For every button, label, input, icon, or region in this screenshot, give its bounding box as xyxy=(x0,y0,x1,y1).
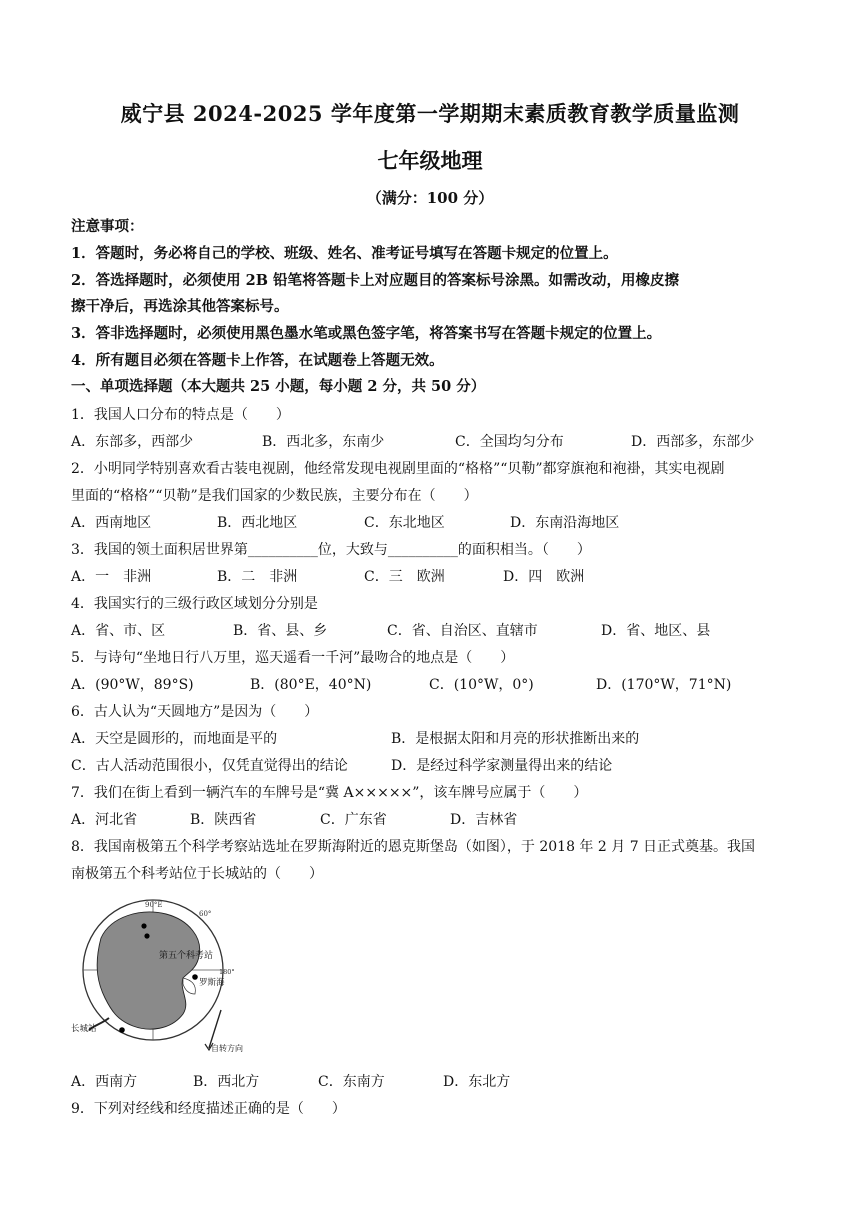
label-fifth-station: 第五个科考站 xyxy=(159,951,214,961)
option-d: D．(170°W，71°N) xyxy=(596,677,732,693)
notice-item: 4．所有题目必须在答题卡上作答，在试题卷上答题无效。 xyxy=(71,352,444,369)
option-a: A．西南方 xyxy=(71,1074,138,1090)
label-ross-sea: 罗斯海 xyxy=(199,978,225,988)
question-stem-continued: 里面的“格格”“贝勒”是我们国家的少数民族，主要分布在（ ） xyxy=(71,488,478,504)
label-great-wall-station: 长城站 xyxy=(71,1024,97,1034)
option-b: B．西北多，东南少 xyxy=(262,434,385,450)
option-d: D．是经过科学家测量得出来的结论 xyxy=(391,758,613,774)
notice-item: 3．答非选择题时，必须使用黑色墨水笔或黑色签字笔，将答案书写在答题卡规定的位置上。 xyxy=(71,325,662,342)
notice-item: 2．答选择题时，必须使用 2B 铅笔将答题卡上对应题目的答案标号涂黑。如需改动，用橡皮擦 xyxy=(71,272,680,289)
notice-heading: 注意事项： xyxy=(71,218,144,235)
label-90e: 90°E xyxy=(145,901,163,909)
option-d: D．东南沿海地区 xyxy=(510,515,620,531)
option-b: B．是根据太阳和月亮的形状推断出来的 xyxy=(391,731,640,747)
question-stem: 3．我国的领土面积居世界第__________位，大致与__________的面积相当。（ ） xyxy=(71,542,591,558)
exam-subject: 七年级地理 xyxy=(377,148,483,173)
label-60: 60° xyxy=(199,910,212,918)
option-b: B．西北方 xyxy=(193,1074,260,1090)
option-c: C．广东省 xyxy=(320,812,387,828)
option-a: A．西南地区 xyxy=(71,515,152,531)
station-dot xyxy=(141,923,146,928)
option-b: B．省、县、乡 xyxy=(233,623,328,639)
fifth-station-dot xyxy=(192,974,198,980)
exam-score: （满分：100 分） xyxy=(366,189,494,207)
question-stem: 5．与诗句“坐地日行八万里，巡天遥看一千河”最吻合的地点是（ ） xyxy=(71,650,515,666)
option-a: A．天空是圆形的，而地面是平的 xyxy=(71,731,278,747)
option-b: B．陕西省 xyxy=(190,812,257,828)
option-a: A．东部多，西部少 xyxy=(71,434,194,450)
exam-title: 威宁县 2024-2025 学年度第一学期期末素质教育教学质量监测 xyxy=(120,101,740,126)
label-180: 180° xyxy=(219,968,235,976)
question-stem: 6．古人认为“天圆地方”是因为（ ） xyxy=(71,704,319,720)
ross-sea-shape xyxy=(183,978,195,994)
rotation-arrow xyxy=(209,1010,221,1048)
question-stem: 2．小明同学特别喜欢看古装电视剧，他经常发现电视剧里面的“格格”“贝勒”都穿旗袍和袍褂，其实电视剧 xyxy=(71,461,725,477)
question-stem: 1．我国人口分布的特点是（ ） xyxy=(71,407,290,423)
question-stem: 4．我国实行的三级行政区域划分分别是 xyxy=(71,596,318,612)
option-c: C．东南方 xyxy=(318,1074,385,1090)
option-d: D．吉林省 xyxy=(450,812,518,828)
option-c: C．古人活动范围很小，仅凭直觉得出的结论 xyxy=(71,758,348,774)
option-a: A．省、市、区 xyxy=(71,623,166,639)
question-stem-continued: 南极第五个科考站位于长城站的（ ） xyxy=(71,866,323,882)
option-d: D．西部多，东部少 xyxy=(631,434,755,450)
option-a: A．一 非洲 xyxy=(71,569,152,585)
option-a: A．(90°W，89°S) xyxy=(71,677,194,693)
section-heading: 一、单项选择题（本大题共 25 小题，每小题 2 分，共 50 分） xyxy=(71,378,486,395)
question-stem: 8．我国南极第五个科学考察站选址在罗斯海附近的恩克斯堡岛（如图），于 2018 年 2 月 7 日正式奠基。我国 xyxy=(71,839,756,855)
great-wall-station-dot xyxy=(119,1027,125,1033)
option-c: C．全国均匀分布 xyxy=(455,434,564,450)
option-d: D．省、地区、县 xyxy=(601,623,711,639)
question-stem: 9．下列对经线和经度描述正确的是（ ） xyxy=(71,1101,346,1117)
option-a: A．河北省 xyxy=(71,812,138,828)
option-d: D．东北方 xyxy=(443,1074,511,1090)
option-d: D．四 欧洲 xyxy=(503,569,585,585)
label-rotation: 自转方向 xyxy=(211,1044,243,1053)
antarctica-map-svg xyxy=(71,898,251,1058)
notice-item: 擦干净后，再选涂其他答案标号。 xyxy=(71,298,289,315)
antarctica-landmass xyxy=(97,912,200,1029)
question-stem: 7．我们在街上看到一辆汽车的车牌号是“冀 A×××××”，该车牌号应属于（ ） xyxy=(71,785,588,801)
option-c: C．省、自治区、直辖市 xyxy=(387,623,538,639)
notice-item: 1．答题时，务必将自己的学校、班级、姓名、准考证号填写在答题卡规定的位置上。 xyxy=(71,245,618,262)
antarctica-map xyxy=(71,898,251,1058)
option-b: B．西北地区 xyxy=(217,515,298,531)
station-dot xyxy=(144,933,149,938)
option-c: C．(10°W，0°) xyxy=(429,677,534,693)
option-c: C．东北地区 xyxy=(364,515,445,531)
option-c: C．三 欧洲 xyxy=(364,569,445,585)
option-b: B．(80°E，40°N) xyxy=(250,677,372,693)
option-b: B．二 非洲 xyxy=(217,569,298,585)
